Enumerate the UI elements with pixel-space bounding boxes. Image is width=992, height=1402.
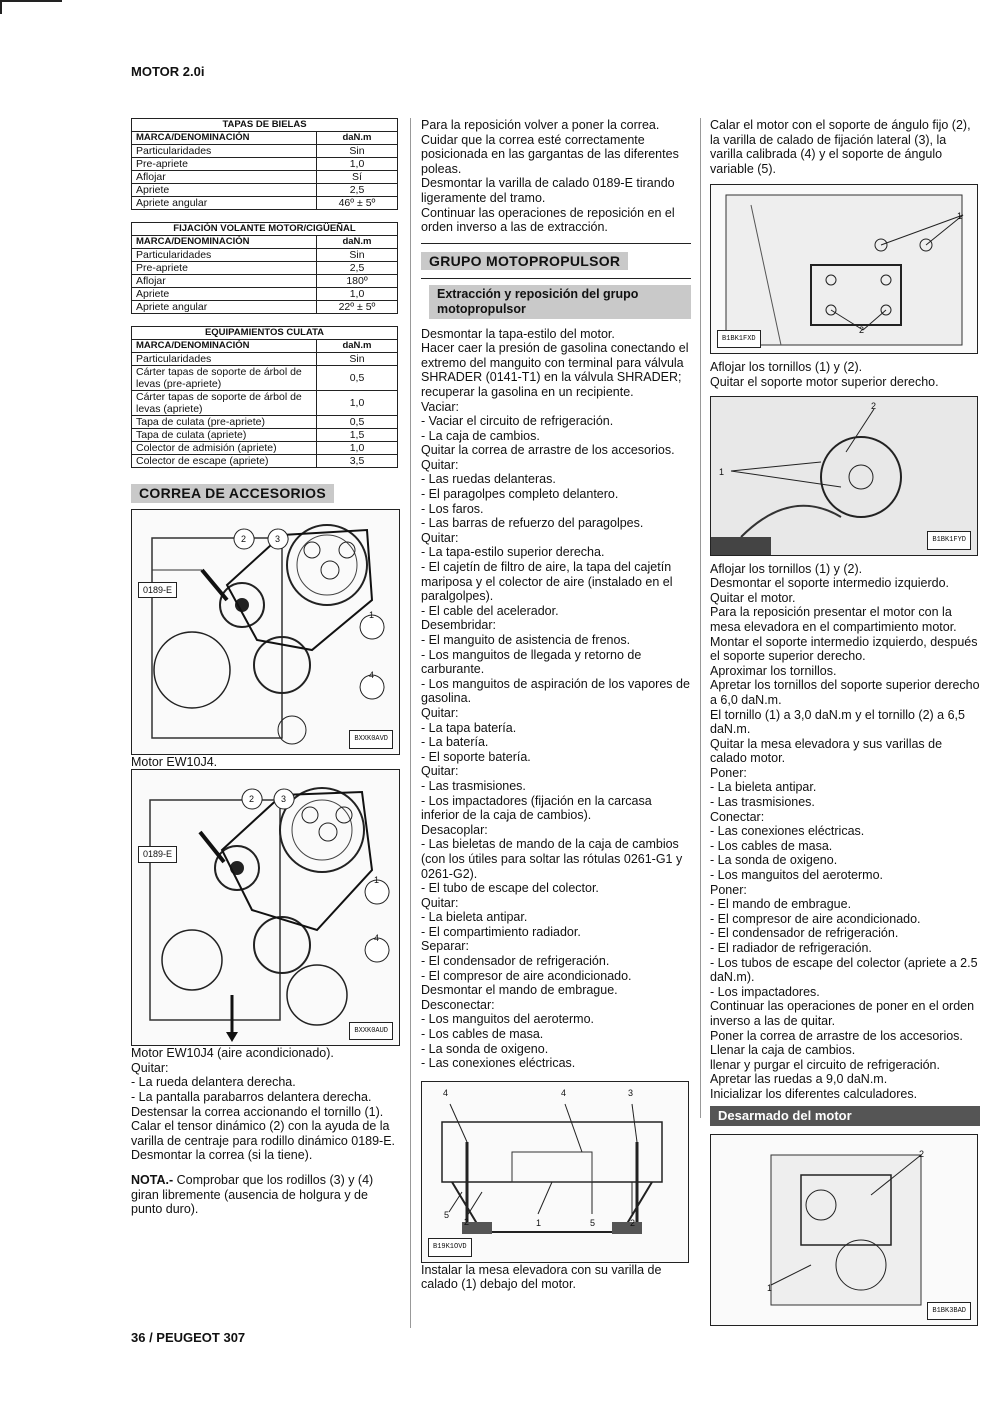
text-line: - La tapa batería.	[421, 720, 517, 735]
text-line: Cuidar que la correa esté correctamente posicionada en las gargantas de las diferentes poleas.	[421, 132, 679, 176]
procedure-text	[710, 360, 980, 389]
text-line: Quitar:	[421, 530, 459, 545]
table-cell: 2,5	[317, 184, 398, 197]
callout: 5	[444, 1209, 450, 1220]
table-row	[132, 391, 398, 416]
table-cell: Cárter tapas de soporte de árbol de levas (pre-apriete)	[132, 366, 317, 391]
figure-code: B1BK1FXD	[717, 330, 761, 349]
nota-label: NOTA.-	[131, 1172, 174, 1187]
table-cell: Particularidades	[132, 249, 317, 262]
table-cell: Tapa de culata (apriete)	[132, 429, 317, 442]
table-cell: Cárter tapas de soporte de árbol de levas (apriete)	[132, 391, 317, 416]
callout: 3	[628, 1087, 634, 1098]
lifting-table-figure	[421, 1081, 689, 1263]
page-corner-mark	[0, 0, 62, 14]
column-2	[421, 118, 691, 1292]
text-line: Quitar:	[421, 705, 459, 720]
text-line: Quitar:	[421, 457, 459, 472]
text-line: - Los manguitos de llegada y retorno de carburante.	[421, 647, 642, 677]
callout: 2	[249, 794, 255, 805]
text-line: - El compartimiento radiador.	[421, 924, 581, 939]
text-line: - El compresor de aire acondicionado.	[710, 911, 921, 926]
text-line: - Los impactadores (fijación en la carcasa inferior de la caja de cambios).	[421, 793, 652, 823]
callout: 2	[919, 1149, 925, 1160]
table-cell: 1,0	[317, 288, 398, 301]
column-divider	[410, 118, 411, 1328]
text-line: Hacer caer la presión de gasolina conectando el extremo del manguito con terminal para válvula SHRADER (0141-T1) en la válvula SHRADER; recuperar la gasolina en un recipiente.	[421, 341, 689, 399]
table-cell: 46º ± 5º	[317, 197, 398, 210]
table-cell: Particularidades	[132, 145, 317, 158]
figure-code: BXXK0AUD	[349, 1022, 393, 1041]
figure-caption: Instalar la mesa elevadora con su varilla de calado (1) debajo del motor.	[421, 1262, 662, 1292]
figure-code: B1BK1FYD	[927, 531, 971, 550]
column-1	[131, 118, 401, 1217]
text-line: - El manguito de asistencia de frenos.	[421, 633, 631, 647]
procedure-text	[421, 327, 691, 1071]
text-line: - Los manguitos de aspiración de los vapores de gasolina.	[421, 676, 690, 706]
callout: 4	[374, 933, 380, 944]
text-line: Desacoplar:	[421, 822, 488, 837]
text-line: - Los tubos de escape del colector (apriete a 2.5 daN.m).	[710, 955, 978, 985]
engine-support-figure	[710, 184, 978, 354]
text-line: Separar:	[421, 939, 469, 954]
callout: 2	[871, 400, 877, 411]
callout: 2	[859, 325, 865, 336]
section-title: CORREA DE ACCESORIOS	[131, 484, 334, 503]
engine-top-mount-figure	[710, 396, 978, 556]
text-line: Desmontar el mando de embrague.	[421, 983, 618, 998]
text-line: Destensar la correa accionando el tornillo (1).	[131, 1104, 384, 1119]
page-footer: 36 / PEUGEOT 307	[131, 1330, 246, 1345]
section-rule	[421, 243, 691, 244]
table-header-cell: daN.m	[317, 236, 398, 249]
figure-code: B19K1OVD	[428, 1238, 472, 1257]
table-cell: Tapa de culata (pre-apriete)	[132, 416, 317, 429]
text-line: - La tapa-estilo superior derecha.	[421, 545, 605, 560]
text-line: - Los impactadores.	[710, 984, 820, 999]
text-line: Calar el tensor dinámico (2) con la ayuda de la varilla de centraje para rodillo dinámico 0189-E.	[131, 1119, 396, 1148]
section-title: GRUPO MOTOPROPULSOR	[421, 252, 628, 271]
callout: 4	[443, 1087, 449, 1098]
text-line: llenar y purgar el circuito de refrigeración.	[710, 1057, 940, 1072]
text-line: Poner:	[710, 882, 747, 897]
text-line: Quitar la correa de arrastre de los accesorios.	[421, 443, 675, 458]
table-row	[132, 353, 398, 366]
figure-code: BXXK0AVD	[349, 730, 393, 749]
table-title: FIJACIÓN VOLANTE MOTOR/CIGÜEÑAL	[132, 223, 398, 236]
table-cell: 1,0	[317, 442, 398, 455]
text-line: Para la reposición volver a poner la correa.	[421, 118, 660, 132]
spec-table	[131, 118, 398, 210]
table-cell: Apriete	[132, 184, 317, 197]
table-title: TAPAS DE BIELAS	[132, 119, 398, 132]
callout: 3	[275, 533, 281, 544]
table-row	[132, 184, 398, 197]
table-cell: 0,5	[317, 416, 398, 429]
section-title: Desarmado del motor	[710, 1106, 980, 1127]
table-cell: Particularidades	[132, 353, 317, 366]
text-line: - El compresor de aire acondicionado.	[421, 968, 632, 983]
table-cell: Apriete	[132, 288, 317, 301]
text-line: - Las conexiones eléctricas.	[710, 824, 865, 839]
table-row	[132, 171, 398, 184]
callout: 4	[369, 669, 375, 680]
nota-text: Comprobar que los rodillos (3) y (4) giran libremente (ausencia de holgura y de punto duro).	[131, 1172, 374, 1217]
callout: 1	[957, 211, 963, 222]
text-line: - Las barras de refuerzo del paragolpes.	[421, 516, 644, 531]
callout: 2	[241, 533, 247, 544]
spec-table	[131, 326, 398, 468]
figure-caption: Motor EW10J4 (aire acondicionado).	[131, 1046, 334, 1061]
tool-label: 0189-E	[138, 846, 177, 863]
tool-label: 0189-E	[138, 582, 177, 599]
text-line: - Los cables de masa.	[710, 838, 833, 853]
belt-diagram-ac-figure	[131, 769, 400, 1046]
text-line: Conectar:	[710, 809, 765, 824]
intro-text: Calar el motor con el soporte de ángulo fijo (2), la varilla de calado de fijación lateral (3), la varilla calibrada (4) y el soporte de ángulo variable (5).	[710, 118, 971, 176]
table-header-cell: MARCA/DENOMINACIÓN	[132, 132, 317, 145]
text-line: - La caja de cambios.	[421, 428, 540, 443]
engine-disassembly-figure	[710, 1134, 978, 1326]
page-header: MOTOR 2.0i	[131, 64, 205, 79]
text-line: - La bieleta antipar.	[710, 780, 817, 795]
text-line: - La rueda delantera derecha.	[131, 1075, 296, 1090]
text-line: Quitar:	[421, 764, 459, 779]
callout: 5	[590, 1217, 596, 1228]
table-row	[132, 158, 398, 171]
text-line: - El condensador de refrigeración.	[710, 926, 899, 941]
column-3	[710, 118, 980, 1326]
table-cell: 1,0	[317, 158, 398, 171]
spec-table	[131, 222, 398, 314]
procedure-text	[131, 1061, 401, 1163]
subsection-title: Extracción y reposición del grupo motopropulsor	[429, 285, 691, 318]
text-line: Desmontar la varilla de calado 0189-E tirando ligeramente del tramo.	[421, 176, 675, 205]
text-line: - Las trasmisiones.	[710, 795, 815, 810]
callout: 1	[369, 609, 375, 620]
text-line: El tornillo (1) a 3,0 daN.m y el tornillo (2) a 6,5 daN.m.	[710, 707, 965, 737]
table-row	[132, 145, 398, 158]
table-cell: Pre-apriete	[132, 158, 317, 171]
text-line: - El condensador de refrigeración.	[421, 954, 610, 969]
text-line: - La sonda de oxigeno.	[421, 1041, 549, 1056]
table-cell: Sí	[317, 171, 398, 184]
table-row	[132, 275, 398, 288]
table-cell: Apriete angular	[132, 197, 317, 210]
figure-code: B1BK3BAD	[927, 1302, 971, 1321]
text-line: Desmontar la correa (si la tiene).	[131, 1148, 313, 1163]
table-row	[132, 442, 398, 455]
figure-caption: Motor EW10J4.	[131, 754, 218, 769]
text-line: Aflojar los tornillos (1) y (2).	[710, 360, 863, 375]
intro-text	[421, 118, 691, 235]
text-line: - El soporte batería.	[421, 749, 531, 764]
text-line: Continuar las operaciones de reposición en el orden inverso a las de extracción.	[421, 205, 675, 235]
text-line: - La bieleta antipar.	[421, 910, 528, 925]
text-line: - El cajetín de filtro de aire, la tapa del cajetín mariposa y el colector de aire (instalado en el paralgolpes).	[421, 560, 673, 604]
text-line: Quitar:	[131, 1060, 169, 1075]
text-line: Quitar el motor.	[710, 590, 796, 605]
text-line: - Los cables de masa.	[421, 1027, 544, 1042]
callout: 1	[536, 1217, 542, 1228]
table-header-cell: daN.m	[317, 340, 398, 353]
table-cell: Sin	[317, 353, 398, 366]
text-line: Apretar los tornillos del soporte superior derecho a 6,0 daN.m.	[710, 678, 980, 707]
text-line: Llenar la caja de cambios.	[710, 1043, 856, 1058]
text-line: Desmontar el soporte intermedio izquierdo.	[710, 576, 950, 591]
text-line: Quitar:	[421, 895, 459, 910]
callout: 3	[281, 794, 287, 805]
belt-diagram-figure	[131, 509, 400, 755]
text-line: - La sonda de oxigeno.	[710, 853, 838, 868]
text-line: - La batería.	[421, 735, 489, 750]
text-line: Continuar las operaciones de poner en el orden inverso a las de quitar.	[710, 999, 975, 1028]
text-line: Vaciar:	[421, 399, 459, 414]
page-corner-mark-vertical	[0, 0, 2, 14]
table-row	[132, 249, 398, 262]
text-line: - Las conexiones eléctricas.	[421, 1056, 576, 1071]
callout: 1	[374, 875, 380, 886]
table-cell: Sin	[317, 249, 398, 262]
table-cell: 3,5	[317, 455, 398, 468]
text-line: - Vaciar el circuito de refrigeración.	[421, 414, 614, 429]
text-line: - Los faros.	[421, 501, 484, 516]
table-cell: Pre-apriete	[132, 262, 317, 275]
table-header-cell: MARCA/DENOMINACIÓN	[132, 236, 317, 249]
text-line: Aproximar los tornillos.	[710, 663, 837, 678]
text-line: Quitar la mesa elevadora y sus varillas de calado motor.	[710, 736, 943, 766]
text-line: Desconectar:	[421, 997, 495, 1012]
text-line: Inicializar los diferentes calculadores.	[710, 1086, 918, 1101]
text-line: - Las ruedas delanteras.	[421, 472, 556, 487]
table-row	[132, 197, 398, 210]
table-cell: Sin	[317, 145, 398, 158]
procedure-text	[710, 562, 980, 1102]
table-header-cell: MARCA/DENOMINACIÓN	[132, 340, 317, 353]
section-rule	[421, 278, 691, 279]
table-cell: Colector de escape (apriete)	[132, 455, 317, 468]
callout: 1	[719, 466, 725, 477]
callout: 2	[464, 1216, 470, 1227]
table-row	[132, 301, 398, 314]
text-line: - Los manguitos del aerotermo.	[421, 1012, 595, 1027]
table-cell: 1,5	[317, 429, 398, 442]
text-line: Poner:	[710, 765, 747, 780]
table-cell: 22º ± 5º	[317, 301, 398, 314]
table-cell: 0,5	[317, 366, 398, 391]
text-line: - Los manguitos del aerotermo.	[710, 868, 884, 883]
column-divider	[700, 118, 701, 1118]
text-line: - El paragolpes completo delantero.	[421, 487, 619, 502]
text-line: - Las trasmisiones.	[421, 778, 526, 793]
table-cell: Aflojar	[132, 275, 317, 288]
text-line: Desembridar:	[421, 618, 497, 633]
text-line: - El tubo de escape del colector.	[421, 881, 599, 896]
table-row	[132, 262, 398, 275]
table-cell: 180º	[317, 275, 398, 288]
text-line: - El mando de embrague.	[710, 897, 852, 912]
table-header-cell: daN.m	[317, 132, 398, 145]
table-title: EQUIPAMIENTOS CULATA	[132, 327, 398, 340]
text-line: Quitar el soporte motor superior derecho.	[710, 374, 939, 389]
table-row	[132, 416, 398, 429]
text-line: - La pantalla parabarros delantera derecha.	[131, 1089, 372, 1104]
table-row	[132, 429, 398, 442]
table-cell: 2,5	[317, 262, 398, 275]
table-cell: 1,0	[317, 391, 398, 416]
table-cell: Apriete angular	[132, 301, 317, 314]
callout: 2	[630, 1217, 636, 1228]
table-row	[132, 366, 398, 391]
text-line: Para la reposición presentar el motor con la mesa elevadora en el compartimiento motor.	[710, 605, 957, 634]
text-line: - Las bieletas de mando de la caja de cambios (con los útiles para soltar las rótulas 0261-G1 y 0261-G2).	[421, 837, 683, 881]
callout: 1	[767, 1283, 773, 1294]
text-line: Aflojar los tornillos (1) y (2).	[710, 561, 863, 576]
nota-paragraph	[131, 1173, 401, 1217]
text-line: Apretar las ruedas a 9,0 daN.m.	[710, 1072, 888, 1087]
callout: 4	[561, 1087, 567, 1098]
table-row	[132, 288, 398, 301]
text-line: Desmontar la tapa-estilo del motor.	[421, 326, 615, 341]
table-cell: Aflojar	[132, 171, 317, 184]
table-row	[132, 455, 398, 468]
spec-tables	[131, 118, 401, 468]
text-line: Montar el soporte intermedio izquierdo, después el soporte superior derecho.	[710, 634, 978, 664]
text-line: Poner la correa de arrastre de los accesorios.	[710, 1028, 963, 1043]
text-line: - El radiador de refrigeración.	[710, 941, 872, 955]
text-line: - El cable del acelerador.	[421, 603, 559, 618]
table-cell: Colector de admisión (apriete)	[132, 442, 317, 455]
